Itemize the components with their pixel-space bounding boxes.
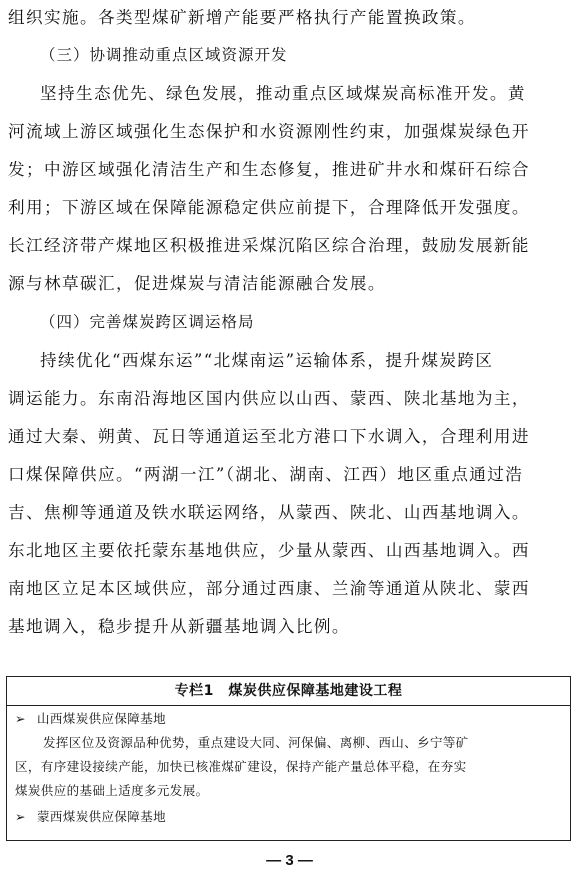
box-item-title: 蒙西煤炭供应保障基地 bbox=[37, 809, 167, 824]
body-text-line: 坚持生态优先、绿色发展，推动重点区域煤炭高标准开发。黄 bbox=[40, 84, 526, 103]
arrow-bullet-icon: ➢ bbox=[15, 809, 26, 824]
box-list-item bbox=[15, 809, 563, 825]
body-text-line: 长江经济带产煤地区积极推进采煤沉陷区综合治理，鼓励发展新能 bbox=[8, 236, 530, 255]
body-text-line: 持续优化“西煤东运”“北煤南运”运输体系，提升煤炭跨区 bbox=[40, 351, 494, 370]
box-paragraph-line: 煤炭供应的基础上适度多元发展。 bbox=[15, 783, 209, 798]
body-text-line: 基地调入，稳步提升从新疆基地调入比例。 bbox=[8, 617, 350, 636]
feature-box bbox=[6, 676, 571, 841]
body-text-line: 河流域上游区域强化生态保护和水资源刚性约束，加强煤炭绿色开 bbox=[8, 122, 530, 141]
body-text-line: 口煤保障供应。“两湖一江”（湖北、湖南、江西）地区重点通过浩 bbox=[8, 465, 524, 484]
box-item-title: 山西煤炭供应保障基地 bbox=[37, 711, 167, 726]
box-list-item bbox=[15, 711, 563, 727]
page-number: — 3 — bbox=[266, 852, 313, 869]
body-text-line: 组织实施。各类型煤矿新增产能要严格执行产能置换政策。 bbox=[8, 8, 476, 27]
body-text-line: 调运能力。东南沿海地区国内供应以山西、蒙西、陕北基地为主， bbox=[8, 389, 530, 408]
body-text-line: 吉、焦柳等通道及铁水联运网络，从蒙西、陕北、山西基地调入。 bbox=[8, 503, 530, 522]
body-text-line: 发；中游区域强化清洁生产和生态修复，推进矿井水和煤矸石综合 bbox=[8, 160, 530, 179]
body-text-line: 利用；下游区域在保障能源稳定供应前提下，合理降低开发强度。 bbox=[8, 198, 530, 217]
section-heading-3: （三）协调推动重点区域资源开发 bbox=[40, 46, 288, 64]
body-text-line: 通过大秦、朔黄、瓦日等通道运至北方港口下水调入，合理利用进 bbox=[8, 427, 530, 446]
feature-box-title: 专栏1 煤炭供应保障基地建设工程 bbox=[7, 677, 570, 706]
body-text-line: 源与林草碳汇，促进煤炭与清洁能源融合发展。 bbox=[8, 274, 386, 293]
body-text-line: 东北地区主要依托蒙东基地供应，少量从蒙西、山西基地调入。西 bbox=[8, 541, 530, 560]
box-paragraph-line: 发挥区位及资源品种优势，重点建设大同、河保偏、离柳、西山、乡宁等矿 bbox=[43, 735, 469, 750]
body-text-line: 南地区立足本区域供应，部分通过西康、兰渝等通道从陕北、蒙西 bbox=[8, 579, 530, 598]
section-heading-4: （四）完善煤炭跨区调运格局 bbox=[40, 313, 255, 331]
box-paragraph-line: 区，有序建设接续产能，加快已核准煤矿建设，保持产能产量总体平稳，在夯实 bbox=[15, 759, 467, 774]
arrow-bullet-icon: ➢ bbox=[15, 711, 26, 726]
